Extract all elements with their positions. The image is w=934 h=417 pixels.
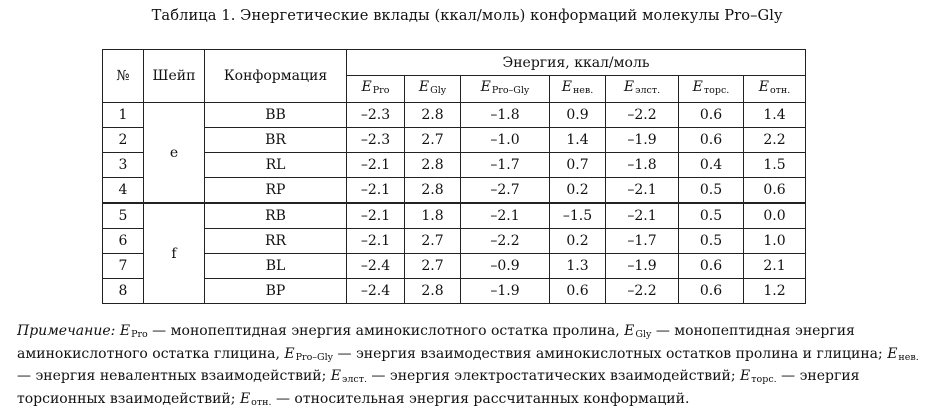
cell-value: 1.8 — [405, 203, 461, 229]
cell-value: –2.4 — [347, 279, 405, 304]
header-e-3: Eнев. — [550, 76, 606, 103]
note-sym-nev: Eнев. — [887, 345, 919, 363]
cell-value: –2.1 — [606, 203, 679, 229]
cell-value: 0.6 — [679, 279, 744, 304]
header-e-4: Eэлст. — [606, 76, 679, 103]
cell-value: 2.2 — [744, 128, 806, 153]
header-e-5: Eторс. — [679, 76, 744, 103]
row-conformation: BB — [205, 103, 347, 128]
note-text-5: — энергия электростатических взаимодействий; — [366, 368, 741, 385]
cell-value: 2.7 — [405, 128, 461, 153]
cell-value: 0.9 — [550, 103, 606, 128]
table-row — [103, 254, 806, 279]
note-text-1: — монопептидная энергия аминокислотного остатка пролина, — [147, 323, 625, 339]
cell-value: 2.1 — [744, 254, 806, 279]
note-sym-elst: Eэлст. — [330, 368, 367, 386]
cell-value: –1.9 — [606, 128, 679, 153]
cell-value: –1.8 — [606, 153, 679, 178]
cell-value: 0.2 — [550, 229, 606, 254]
header-e-6: Eотн. — [744, 76, 806, 103]
cell-value: 0.6 — [679, 254, 744, 279]
cell-value: 2.7 — [405, 229, 461, 254]
header-shape: Шейп — [144, 50, 205, 103]
note-sym-progly: EPro–Gly — [284, 345, 334, 363]
cell-value: –1.9 — [461, 279, 550, 304]
cell-value: 0.6 — [679, 103, 744, 128]
cell-value: 0.6 — [679, 128, 744, 153]
cell-value: 1.0 — [744, 229, 806, 254]
header-energy: Энергия, ккал/моль — [347, 50, 806, 76]
cell-value: –2.1 — [606, 178, 679, 204]
table-caption: Таблица 1. Энергетические вклады (ккал/моль) конформаций молекулы Pro–Gly — [151, 7, 783, 24]
row-conformation: BP — [205, 279, 347, 304]
header-e-0: EPro — [347, 76, 405, 103]
cell-value: –2.2 — [606, 103, 679, 128]
cell-value: 1.4 — [744, 103, 806, 128]
cell-value: –2.1 — [347, 153, 405, 178]
cell-value: 2.8 — [405, 178, 461, 204]
header-e-1: EGly — [405, 76, 461, 103]
note-sym-otn: Eотн. — [239, 391, 272, 409]
cell-value: 0.7 — [550, 153, 606, 178]
header-conformation: Конформация — [205, 50, 347, 103]
cell-value: 1.3 — [550, 254, 606, 279]
note-text-7: — относительная энергия рассчитанных конформаций. — [271, 391, 690, 408]
header-e-2: EPro–Gly — [461, 76, 550, 103]
cell-value: 0.5 — [679, 178, 744, 204]
row-shape: e — [144, 103, 205, 204]
note-sym-gly: EGly — [624, 323, 652, 340]
cell-value: 0.2 — [550, 178, 606, 204]
cell-value: –2.1 — [347, 178, 405, 204]
table-note — [17, 322, 927, 413]
cell-value: 0.5 — [679, 203, 744, 229]
note-text-6: — энергия торсионных взаимодействий; — [17, 368, 860, 408]
row-shape: f — [144, 203, 205, 304]
row-num: 2 — [103, 128, 144, 153]
cell-value: 2.7 — [405, 254, 461, 279]
note-sym-tors: Eторс. — [740, 368, 777, 386]
cell-value: –2.7 — [461, 178, 550, 204]
cell-value: –2.1 — [347, 203, 405, 229]
table-row — [103, 103, 806, 128]
row-num: 6 — [103, 229, 144, 254]
cell-value: 1.4 — [550, 128, 606, 153]
cell-value: 0.6 — [550, 279, 606, 304]
cell-value: –1.7 — [606, 229, 679, 254]
cell-value: 2.8 — [405, 153, 461, 178]
table-row — [103, 229, 806, 254]
table-row — [103, 203, 806, 229]
table-row — [103, 153, 806, 178]
cell-value: 2.8 — [405, 279, 461, 304]
row-conformation: RL — [205, 153, 347, 178]
energy-table — [102, 49, 806, 304]
row-num: 8 — [103, 279, 144, 304]
cell-value: –2.1 — [347, 229, 405, 254]
cell-value: –2.2 — [606, 279, 679, 304]
row-conformation: RR — [205, 229, 347, 254]
cell-value: –2.2 — [461, 229, 550, 254]
note-label: Примечание: — [17, 323, 116, 339]
row-num: 1 — [103, 103, 144, 128]
cell-value: 0.4 — [679, 153, 744, 178]
cell-value: –2.1 — [461, 203, 550, 229]
cell-value: 0.5 — [679, 229, 744, 254]
row-conformation: BL — [205, 254, 347, 279]
cell-value: –2.3 — [347, 103, 405, 128]
table-row — [103, 178, 806, 204]
cell-value: –1.0 — [461, 128, 550, 153]
row-num: 5 — [103, 203, 144, 229]
header-num: № — [103, 50, 144, 103]
note-text-3: — энергия взаимодествия аминокислотных остатков пролина и глицина; — [333, 345, 888, 362]
cell-value: –2.3 — [347, 128, 405, 153]
row-num: 7 — [103, 254, 144, 279]
table-row — [103, 128, 806, 153]
note-text-4: — энергия невалентных взаимодействий; — [17, 368, 331, 385]
row-conformation: RP — [205, 178, 347, 204]
cell-value: –1.9 — [606, 254, 679, 279]
table-row — [103, 279, 806, 304]
cell-value: –1.8 — [461, 103, 550, 128]
cell-value: –2.4 — [347, 254, 405, 279]
cell-value: 1.5 — [744, 153, 806, 178]
cell-value: 0.6 — [744, 178, 806, 204]
cell-value: 2.8 — [405, 103, 461, 128]
note-text-2: — монопептидная энергия аминокислотного остатка глицина, — [17, 323, 855, 362]
note-sym-pro: EPro — [119, 323, 148, 340]
row-num: 3 — [103, 153, 144, 178]
cell-value: 0.0 — [744, 203, 806, 229]
cell-value: –1.7 — [461, 153, 550, 178]
cell-value: –1.5 — [550, 203, 606, 229]
row-num: 4 — [103, 178, 144, 204]
row-conformation: RB — [205, 203, 347, 229]
row-conformation: BR — [205, 128, 347, 153]
cell-value: 1.2 — [744, 279, 806, 304]
cell-value: –0.9 — [461, 254, 550, 279]
